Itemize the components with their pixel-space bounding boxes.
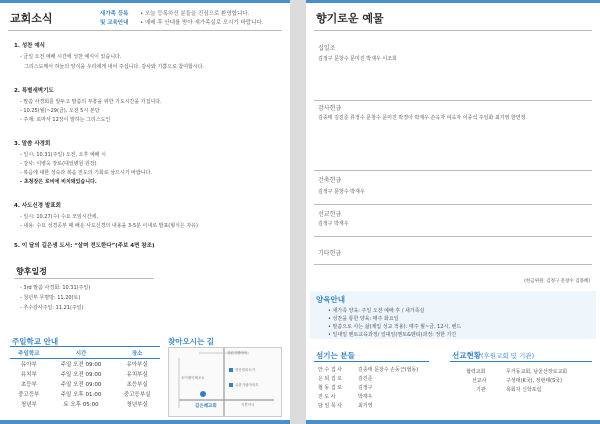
- mission-label: 협력교회: [466, 369, 486, 375]
- mission-subtitle: (후원교회 및 기관): [480, 352, 535, 360]
- offering-label: 십일조: [318, 45, 336, 52]
- cell: 유아부실: [126, 362, 148, 368]
- divider: [314, 236, 592, 237]
- left-page: [0, 0, 290, 424]
- section-line: 그리스도께서 허늘의 양식을 우리에게 내어 주십니다. 감사와 기쁨으로 참여합시다.: [24, 64, 205, 70]
- school-title: 주일학교 안내: [12, 337, 59, 346]
- right-page: [306, 0, 600, 424]
- column-header: 장소: [114, 348, 160, 359]
- column-header: 주일학교: [10, 348, 48, 359]
- section-line: - 일시: 10.31(주일) 오전, 오후 예배 시: [20, 152, 106, 158]
- section-line: - 일시: 10.27(수) 수요 모임시간에,: [20, 214, 98, 220]
- table-row: [10, 399, 160, 409]
- divider: [450, 361, 592, 362]
- mission-label: 기관: [476, 387, 486, 393]
- section-line: - 내용: 수요 성경공부 때 배운 사도신경의 내용을 3-5분 이내로 발표(형식은 자유): [20, 223, 198, 229]
- servant-role: 협 동 집 로: [318, 385, 343, 391]
- offering-note: (헌금위원: 김정구 문창수 김종혜): [524, 279, 590, 284]
- servant-names: 최기영: [358, 403, 373, 409]
- section-line: - 강사: 이병욱 장로(대일병원 원장): [20, 161, 97, 167]
- map-label: 영문빌라트가: [235, 368, 256, 372]
- table-row: [10, 379, 160, 389]
- cell: 주일 오전 09:00: [60, 382, 102, 388]
- header-tag: 새가족 등록: [100, 11, 129, 17]
- mission-title-text: 선교현황: [452, 351, 481, 360]
- nurture-item: • 성찬을 통한 양육: 매주 화요일: [328, 316, 399, 322]
- map-label: 유한기림아파트: [235, 383, 259, 387]
- table-row: [10, 359, 160, 370]
- servant-names: 김종태 문창수 손동근(협동): [358, 367, 419, 373]
- divider: [314, 30, 592, 31]
- cell: 토 오후 05:00: [63, 402, 99, 408]
- section-line: - 초청장은 로비에 비치돼있습니다.: [20, 179, 97, 185]
- table-row: [10, 389, 160, 399]
- map-label: 강원지엔아이: [227, 351, 248, 355]
- table-row: [10, 369, 160, 379]
- offering-label: 기타헌금: [318, 250, 342, 257]
- divider: [8, 30, 282, 31]
- cell: 주일 오후 01:00: [60, 392, 102, 398]
- section-title: 4. 사도신경 발표회: [14, 203, 61, 209]
- section-title: 2. 특별새벽기도: [14, 88, 54, 94]
- mission-value: 구성태(K국), 정현태(S국): [506, 378, 563, 384]
- servants-title: 섬기는 분들: [316, 351, 355, 360]
- page-title: 향기로운 예물: [316, 12, 384, 25]
- servant-role: 전 도 사: [318, 394, 336, 400]
- column-header: 시간: [48, 348, 115, 359]
- divider: [10, 346, 160, 347]
- bottom-accent-bar: [306, 420, 600, 424]
- servant-role: 은 퇴 집 로: [318, 376, 343, 382]
- cell: 유치부: [20, 372, 37, 378]
- schedule-item: - 청년부 무명방: 11.20(토): [20, 295, 81, 301]
- cell: 초등부: [20, 382, 37, 388]
- cell: 주일 오전 09:00: [60, 362, 102, 368]
- cell: 주일 오전 09:00: [60, 372, 102, 378]
- servant-role: 담 임 목 사: [318, 403, 343, 409]
- schedule-title: 향후일정: [16, 267, 47, 276]
- church-label: 길은혜교회: [195, 404, 217, 409]
- nurture-item: • 말씀으로 사는 삶(제입 성교 적용): 매주 월~금, 12시, 밴드: [328, 324, 462, 330]
- divider: [314, 100, 592, 101]
- offering-names: 김정구 박재우: [318, 221, 349, 227]
- nurture-item: • 새가족 양육: 주일 오전 예배 후 / 새가족실: [328, 308, 425, 314]
- mission-value: 무거동교회, 남울산장로교회: [506, 369, 568, 375]
- nurture-title: 양육안내: [316, 295, 345, 304]
- offering-label: 선교헌금: [318, 211, 342, 218]
- divider: [314, 170, 592, 171]
- offering-names: 김종태 김진준 류정수 문창수 문미진 박경아 박재우 손옥자 여옥자 이종석 주일화 최기영 한연정: [318, 115, 526, 121]
- header-message: • 예배 후 안내를 받아 새가족실로 오시기 바랍니다.: [140, 20, 264, 26]
- servant-names: 김진준: [358, 376, 373, 382]
- cell: 중고등부실: [123, 392, 151, 398]
- section-title: 3. 말씀 사경회: [14, 141, 51, 147]
- servant-role: 안 수 집 사: [318, 367, 343, 373]
- page-title: 교회소식: [10, 12, 53, 25]
- offering-names: 김정구 문창수 문미진 박재우 이조희: [318, 56, 397, 62]
- header-tag: 및 교육안내: [100, 20, 129, 26]
- top-accent-bar: [0, 0, 290, 3]
- bottom-accent-bar: [0, 420, 290, 424]
- section-title: 1. 성찬 예식: [14, 43, 45, 49]
- header-message: • 오늘 등록하신 분들을 진심으로 환영합니다.: [140, 11, 250, 17]
- mission-label: 선교사: [472, 378, 487, 384]
- section-line: - 10.25(월)~29(금), 오전 5시 본당: [20, 108, 100, 114]
- divider: [314, 264, 592, 265]
- cell: 초등부실: [126, 382, 148, 388]
- school-table: [10, 348, 160, 409]
- cell: 유아부: [20, 362, 37, 368]
- offering-label: 건축헌금: [318, 177, 342, 184]
- section-line: - 복음에 대한 성숙과 복음 전도의 기회로 삼으시기 바랍니다.: [20, 170, 153, 176]
- location-map: [168, 347, 282, 417]
- cell: 청년부: [20, 402, 37, 408]
- schedule-item: - 3rd 말씀 사경회: 10.31(주일): [20, 285, 91, 291]
- section-line: - 주제: 로마서 12장이 말하는 그리스도인: [20, 117, 111, 123]
- offering-names: 김정구 문창수 박재우: [318, 189, 365, 195]
- map-label: 기쁜약국: [241, 403, 255, 407]
- cell: 청년부실: [126, 402, 148, 408]
- servant-names: 김정구: [358, 385, 373, 391]
- map-label: 송이제약제조소: [181, 376, 205, 380]
- top-accent-bar: [306, 0, 600, 3]
- schedule-item: - 추수감사주일: 11.21(주일): [20, 305, 84, 311]
- nurture-item: • 일대일 멘토교육과정/ 일대일(멘토&멘티)과정: 정한 기간: [328, 332, 457, 338]
- offering-label: 감사헌금: [318, 105, 342, 112]
- servant-names: 박재우: [358, 394, 373, 400]
- divider: [314, 361, 429, 362]
- section-line: - 금일 오전 예배 시간에 성찬 예식이 있습니다.: [20, 54, 122, 60]
- cell: 유치부실: [126, 372, 148, 378]
- divider: [314, 204, 592, 205]
- map-graphic: [169, 348, 281, 416]
- map-title: 찾아오시는 길: [168, 337, 215, 346]
- section-line: - 말씀 사경회를 앞두고 말씀의 부흥을 위한 기도시간을 가집니다.: [20, 99, 162, 105]
- divider: [14, 278, 154, 279]
- cell: 중고등부: [18, 392, 40, 398]
- mission-value: 목회자 신학포럼: [506, 387, 542, 393]
- mission-title: [452, 350, 534, 361]
- section-title: 5. 이 달의 길은생 도서: “살며 전도한다”(주보 4면 참조): [14, 243, 155, 249]
